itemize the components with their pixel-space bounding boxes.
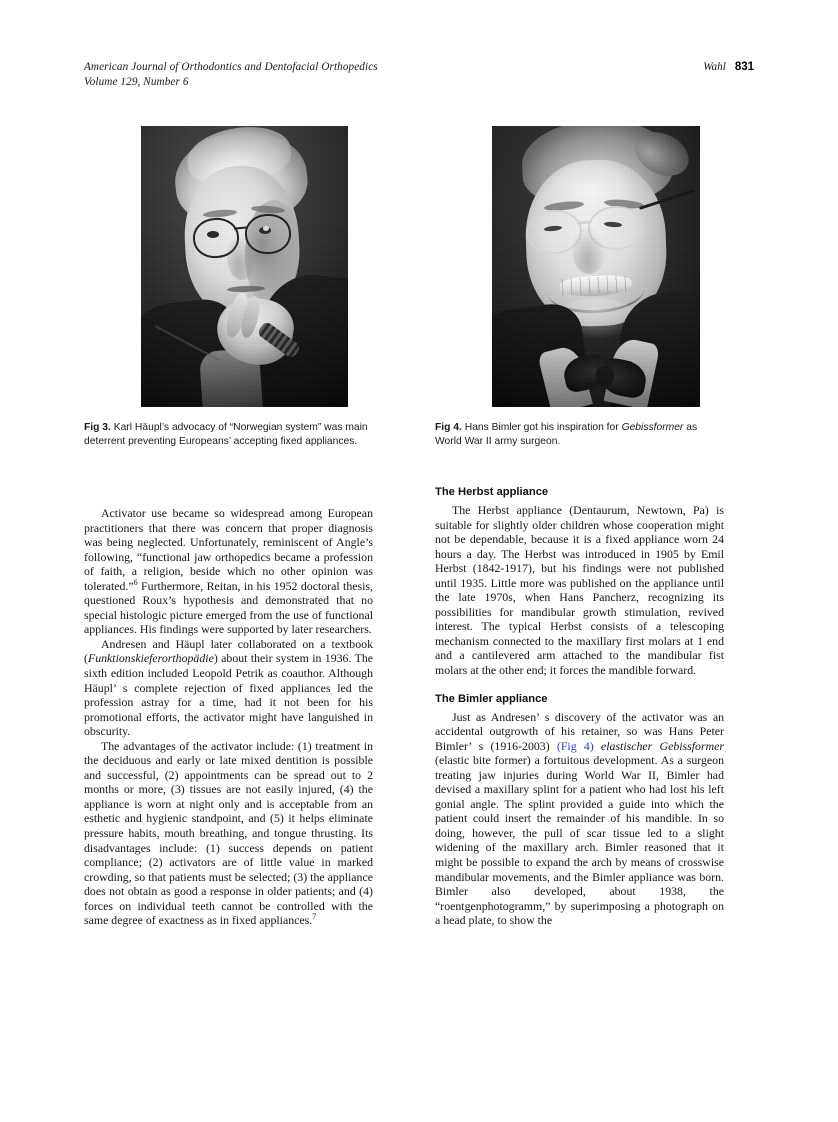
figure-3-caption: [84, 421, 372, 449]
paragraph-bimler: [435, 710, 724, 928]
journal-volume-issue: Volume 129, Number 6: [84, 76, 189, 88]
paragraph-activator-use: [84, 506, 373, 637]
figure-4-caption: [435, 421, 723, 449]
page-number: 831: [734, 61, 754, 73]
reference-marker-6: 6: [133, 577, 138, 587]
photo-grain: [141, 126, 348, 407]
section-heading-herbst-appliance: The Herbst appliance: [435, 486, 549, 498]
paragraph-herbst: [435, 503, 724, 678]
body-column-right: [435, 485, 724, 928]
figure-4-label: Fig 4.: [435, 422, 462, 433]
body-column-left: [84, 506, 373, 928]
figure-3: [141, 126, 348, 407]
reference-marker-7: 7: [312, 912, 317, 922]
figure-4-photo: [492, 126, 700, 407]
paragraph-text: Activator use became so widespread among European practitioners that there was concern that proper diagnosis was being neglected. Unfortunately, reminiscent of Angle’s following, “functional jaw orthopedics became a profession of faith, a religion, beside which no other opinion was tolerated.”: [84, 506, 373, 593]
running-head-right: [703, 60, 754, 75]
figure-4-caption-text-part1: Hans Bimler got his inspiration for: [461, 422, 622, 433]
paragraph-text-continued: ) about their system in 1936. The sixth edition included Leopold Petrik as coauthor. Although Häupl’ s complete rejection of fixed appliances led the profession astray for a time, had it not been for his promotional efforts, the activator might have languished in obscurity.: [84, 651, 373, 739]
paragraph-text: Andresen and Häupl later collaborated on a textbook (: [84, 636, 373, 666]
paragraph-text: The Herbst appliance (Dentaurum, Newtown, Pa) is suitable for slightly older children whose cooperation might not be dependable, because it is a fixed appliance worn 24 hours a day. The Herbst was introduced in 1905 by Emil Herbst (1842-1917), but his findings were not published until 1935. Little more was published on the appliance until the late 1970s, when Hans Pancherz, recognizing its possibilities for mandibular growth stimulation, revived interest. The typical Herbst consists of a telescoping mechanism connected to the maxillary first molars at 1 end and a cantilevered arm attached to the mandibular fist molars at the other end; it forces the mandible forward.: [435, 503, 724, 678]
figure-4-caption-text-part2: as World War II army surgeon.: [435, 422, 698, 448]
figure-3-label: Fig 3.: [84, 422, 111, 433]
figure-3-photo: [141, 126, 348, 407]
figure-4-caption-italic-term: Gebissformer: [621, 422, 684, 433]
figure-4-cross-reference-link[interactable]: (Fig 4): [556, 738, 594, 753]
appliance-name-italic: elastischer Gebissformer: [593, 738, 724, 753]
photo-grain: [492, 126, 700, 407]
running-head-journal: [84, 60, 378, 90]
figure-4: [492, 126, 700, 407]
section-heading-bimler-appliance: The Bimler appliance: [435, 692, 548, 705]
paragraph-andresen-haupl: [84, 637, 373, 739]
figure-3-caption-text: Karl Häupl’s advocacy of “Norwegian system” was main deterrent preventing Europeans’ accepting fixed appliances.: [84, 422, 368, 448]
running-head: [84, 60, 754, 94]
paragraph-advantages: [84, 739, 373, 928]
paragraph-text-continued: (elastic bite former) a fortuitous development. As a surgeon treating jaw injuries during World War II, Bimler had devised a maxillary splint for a patient who had lost his left gonial angle. The splint provided a guide into which the patient could insert the remainder of his mandible. In so doing, however, the pull of scar tissue led to a slight widening of the maxillary arch. Bimler reasoned that it might be possible to expand the arch by means of crosswise mandibular movements, and the Bimler appliance was born. Bimler also developed, about 1938, the “roentgenphotogramm,” by superimposing a photograph on a head plate, to show the: [435, 753, 724, 928]
paragraph-text: Just as Andresen’ s discovery of the activator was an accidental outgrowth of his retainer, so was Hans Peter Bimler’ s (1916-2003): [435, 709, 724, 753]
book-title-italic: Funktionskieferorthopädie: [87, 651, 214, 666]
paragraph-text: The advantages of the activator include: (1) treatment in the deciduous and early or late mixed dentition is possible and successful, (2) appointments can be spread out to 2 months or more, (3) tissues are not easily injured, (4) the appliance is worn at night only and is acceptable from an esthetic and hygienic standpoint, and (5) it helps eliminate pressure habits, mouth breathing, and tongue thrusting. Its disadvantages include: (1) success depends on patient compliance; (2) activators are of little value in marked crowding, so that patients must be selected; (3) the appliance does not obtain as good a response in older patients; and (4) forces on individual teeth cannot be controlled with the same degree of exactness as in fixed appliances.: [84, 738, 373, 928]
running-head-author: Wahl: [703, 61, 726, 73]
paragraph-text-continued: Furthermore, Reitan, in his 1952 doctoral thesis, questioned Roux’s hypothesis and demonstrated that no special histologic picture emerged from the use of functional appliances. His findings were supported by later researchers.: [84, 578, 373, 637]
journal-title: American Journal of Orthodontics and Dentofacial Orthopedics: [84, 61, 378, 73]
